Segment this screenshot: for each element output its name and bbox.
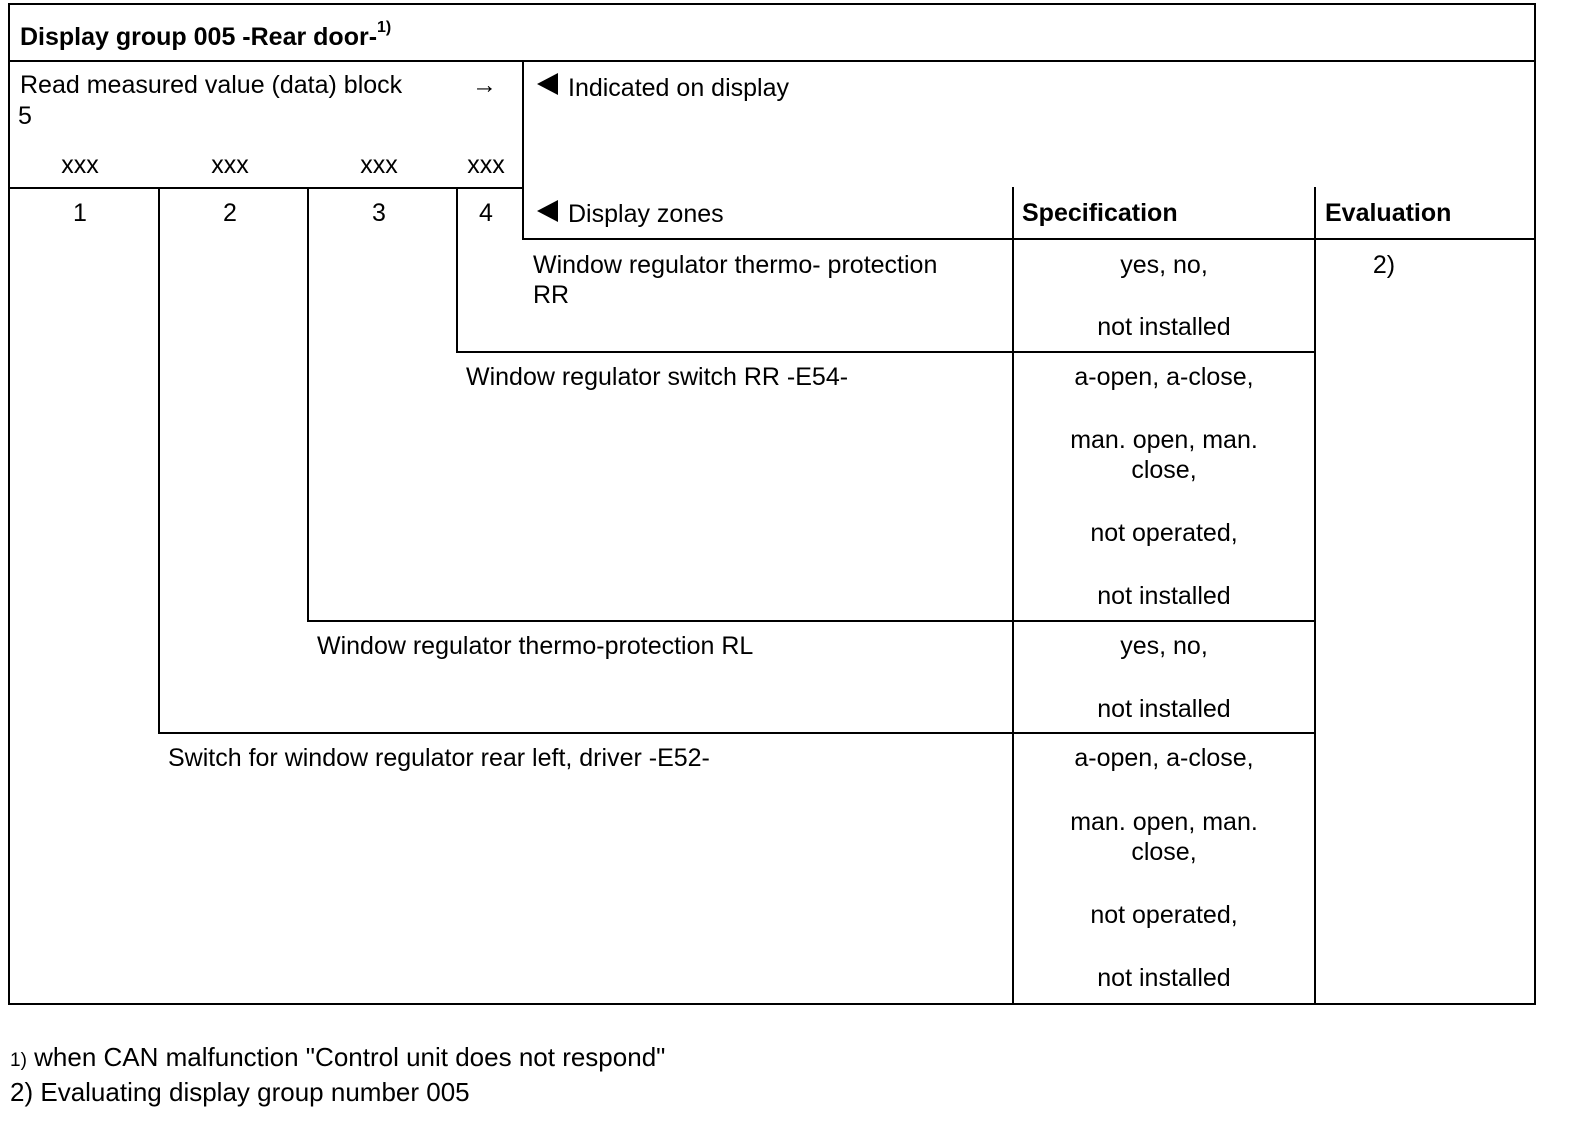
zone-1-spec-2: man. open, man. (1070, 808, 1258, 836)
zones-pointer-icon (537, 200, 558, 222)
zone-2-branch (158, 732, 1316, 734)
evaluation-header: Evaluation (1325, 199, 1452, 227)
eval-col-left (1314, 187, 1316, 1005)
field-number-3: 3 (372, 199, 386, 227)
zone-1-spec-4: not operated, (1090, 901, 1238, 929)
zone-2-line (158, 187, 160, 734)
header-rule (8, 60, 1536, 62)
footnote-1 (10, 1042, 665, 1076)
display-zones-header: Display zones (568, 200, 724, 228)
zone-3-spec-5: not installed (1097, 582, 1231, 610)
read-block-number: 5 (18, 102, 32, 130)
footnote-2 (10, 1077, 470, 1107)
table-title-text: Display group 005 -Rear door- (20, 23, 378, 51)
read-block-label: Read measured value (data) block (20, 71, 403, 99)
border-right (1534, 3, 1536, 1005)
zone-3-spec-2: man. open, man. (1070, 426, 1258, 454)
zone-1-spec-3: close, (1131, 838, 1197, 866)
evaluation-ref: 2) (1372, 251, 1396, 279)
footnote-1-text: when CAN malfunction "Control unit does not respond" (26, 1042, 666, 1072)
specification-header: Specification (1022, 199, 1178, 227)
indicated-pointer-icon (537, 73, 558, 95)
zone-4-spec-2: not installed (1097, 313, 1231, 341)
read-block-arrow: → (472, 71, 497, 99)
zones-header-rule (522, 238, 1536, 240)
zone-2-label: Window regulator thermo-protection RL (317, 632, 754, 660)
field-number-2: 2 (223, 199, 237, 227)
zone-1-spec-1: a-open, a-close, (1074, 744, 1254, 772)
placeholder-field-3: xxx (360, 151, 398, 179)
zone-1-label: Switch for window regulator rear left, driver -E52- (168, 744, 710, 772)
zone-2-spec-2: not installed (1097, 695, 1231, 723)
read-block-right (522, 60, 524, 240)
zone-3-spec-1: a-open, a-close, (1074, 363, 1254, 391)
border-bottom (8, 1003, 1536, 1005)
footnote-2-marker: 2) (10, 1077, 34, 1107)
placeholder-field-1: xxx (61, 151, 99, 179)
zone-4-spec-1: yes, no, (1120, 251, 1208, 279)
zone-1-spec-5: not installed (1097, 964, 1231, 992)
zone-4-label-cont: RR (533, 281, 570, 309)
zone-4-label: Window regulator thermo- protection (533, 251, 938, 279)
placeholder-field-2: xxx (211, 151, 249, 179)
placeholder-field-4: xxx (467, 151, 505, 179)
read-block-bottom (8, 187, 524, 189)
footnote-2-text: Evaluating display group number 005 (33, 1077, 470, 1107)
table-title (20, 18, 392, 52)
zone-3-spec-3: close, (1131, 456, 1197, 484)
footnote-1-marker: 1) (10, 1050, 27, 1071)
zone-3-spec-4: not operated, (1090, 519, 1238, 547)
zone-3-line (307, 187, 309, 622)
zone-4-branch (456, 351, 1316, 353)
border-top (8, 3, 1536, 5)
indicated-label: Indicated on display (568, 74, 789, 102)
zone-2-spec-1: yes, no, (1120, 632, 1208, 660)
field-number-1: 1 (73, 199, 87, 227)
field-number-4: 4 (479, 199, 493, 227)
zone-3-branch (307, 620, 1316, 622)
title-footnote-ref: 1) (377, 18, 392, 36)
zone-3-label: Window regulator switch RR -E54- (466, 363, 849, 391)
